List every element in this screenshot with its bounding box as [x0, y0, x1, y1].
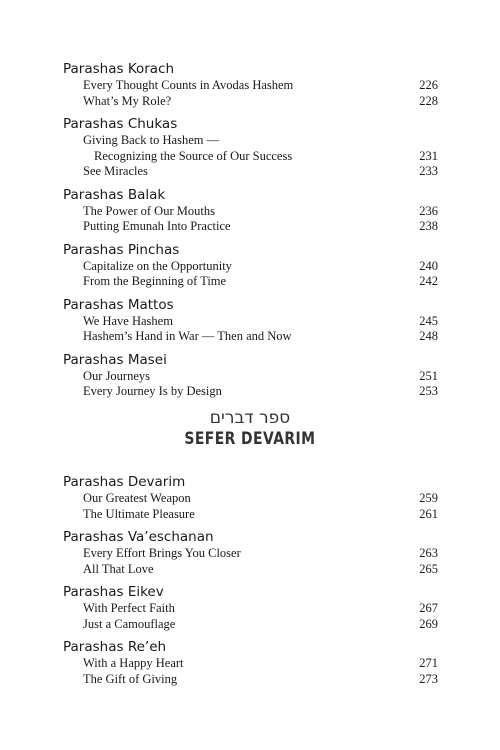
page-number: 261 — [419, 506, 438, 521]
parasha-title[interactable]: Parashas Korach — [63, 61, 175, 77]
parasha-title[interactable]: Parashas Mattos — [63, 296, 174, 313]
toc-entry[interactable] — [63, 133, 438, 164]
entry-title: With Perfect Faith — [83, 601, 175, 615]
parasha-group — [63, 583, 438, 632]
parasha-title[interactable]: Parashas Pinchas — [63, 241, 180, 258]
page-number: 251 — [419, 368, 438, 383]
page-number: 253 — [419, 384, 438, 398]
page-number: 248 — [419, 329, 438, 343]
entry-title: Hashem’s Hand in War — Then and Now — [83, 329, 292, 343]
parasha-group — [63, 296, 438, 345]
page-number: 233 — [419, 164, 438, 178]
page-number: 228 — [419, 93, 438, 108]
parasha-group — [63, 528, 438, 577]
parasha-group — [63, 115, 438, 180]
entry-title: Every Thought Counts in Avodas Hashem — [83, 78, 294, 92]
entry-title: From the Beginning of Time — [83, 274, 227, 288]
entry-title: Giving Back to Hashem — — [83, 133, 220, 147]
parasha-title[interactable]: Parashas Balak — [63, 186, 166, 203]
page-number: 231 — [419, 148, 438, 163]
page-number: 242 — [419, 274, 438, 288]
toc-entry[interactable] — [63, 164, 438, 180]
page-number: 259 — [419, 491, 438, 505]
parasha-group — [63, 186, 438, 235]
entry-title: Just a Camouflage — [83, 616, 176, 631]
toc-entry[interactable] — [63, 329, 438, 345]
sefer-heading — [0, 408, 500, 450]
page-number: 265 — [419, 561, 438, 576]
page-number: 269 — [419, 616, 438, 631]
entry-title: Our Journeys — [83, 368, 151, 383]
entry-title: See Miracles — [83, 164, 148, 178]
toc-entry[interactable] — [63, 204, 438, 220]
parasha-group — [63, 351, 438, 400]
page-number: 240 — [419, 258, 438, 273]
toc-entry[interactable] — [63, 384, 438, 400]
sefer-english-title: SEFER DEVARIM — [184, 429, 316, 449]
toc-entry[interactable] — [63, 601, 438, 617]
parasha-title[interactable]: Parashas Devarim — [63, 474, 186, 490]
table-of-contents-devarim — [63, 473, 438, 693]
entry-title: Every Effort Brings You Closer — [83, 546, 241, 560]
parasha-group — [63, 473, 438, 522]
entry-title: Putting Emunah Into Practice — [83, 219, 231, 233]
entry-title: The Ultimate Pleasure — [83, 506, 195, 521]
page-number: 271 — [419, 656, 438, 670]
page-number: 263 — [419, 546, 438, 560]
entry-title: The Gift of Giving — [83, 671, 178, 686]
page-number: 273 — [419, 671, 438, 686]
sefer-hebrew-title: ספר דברים — [209, 408, 291, 428]
page-number: 226 — [419, 78, 438, 92]
toc-entry[interactable] — [63, 219, 438, 235]
entry-title: Every Journey Is by Design — [83, 384, 222, 398]
page-number: 245 — [419, 313, 438, 328]
toc-entry[interactable] — [63, 672, 438, 688]
parasha-title[interactable]: Parashas Va’eschanan — [63, 529, 214, 545]
parasha-title[interactable]: Parashas Re’eh — [63, 639, 167, 655]
toc-entry[interactable] — [63, 507, 438, 523]
toc-entry[interactable] — [63, 656, 438, 672]
parasha-title[interactable]: Parashas Masei — [63, 351, 167, 368]
toc-entry[interactable] — [63, 546, 438, 562]
entry-title: Recognizing the Source of Our Success — [94, 148, 293, 163]
toc-entry[interactable] — [63, 94, 438, 110]
parasha-group — [63, 60, 438, 109]
toc-entry[interactable] — [63, 274, 438, 290]
entry-title: The Power of Our Mouths — [83, 203, 215, 218]
parasha-group — [63, 638, 438, 687]
toc-entry[interactable] — [63, 562, 438, 578]
parasha-title[interactable]: Parashas Eikev — [63, 584, 164, 600]
entry-title: We Have Hashem — [83, 313, 173, 328]
entry-title: What’s My Role? — [83, 93, 172, 108]
toc-entry[interactable] — [63, 314, 438, 330]
toc-entry[interactable] — [63, 259, 438, 275]
parasha-group — [63, 241, 438, 290]
toc-entry[interactable] — [63, 617, 438, 633]
table-of-contents-bamidbar — [63, 60, 438, 406]
page-number: 236 — [419, 203, 438, 218]
page-number: 238 — [419, 219, 438, 233]
page-number: 267 — [419, 601, 438, 615]
entry-title: Our Greatest Weapon — [83, 491, 191, 505]
toc-entry[interactable] — [63, 369, 438, 385]
toc-entry[interactable] — [63, 491, 438, 507]
parasha-title[interactable]: Parashas Chukas — [63, 116, 178, 132]
toc-entry[interactable] — [63, 78, 438, 94]
entry-title: With a Happy Heart — [83, 656, 184, 670]
entry-title: All That Love — [83, 561, 154, 576]
entry-title: Capitalize on the Opportunity — [83, 258, 232, 273]
